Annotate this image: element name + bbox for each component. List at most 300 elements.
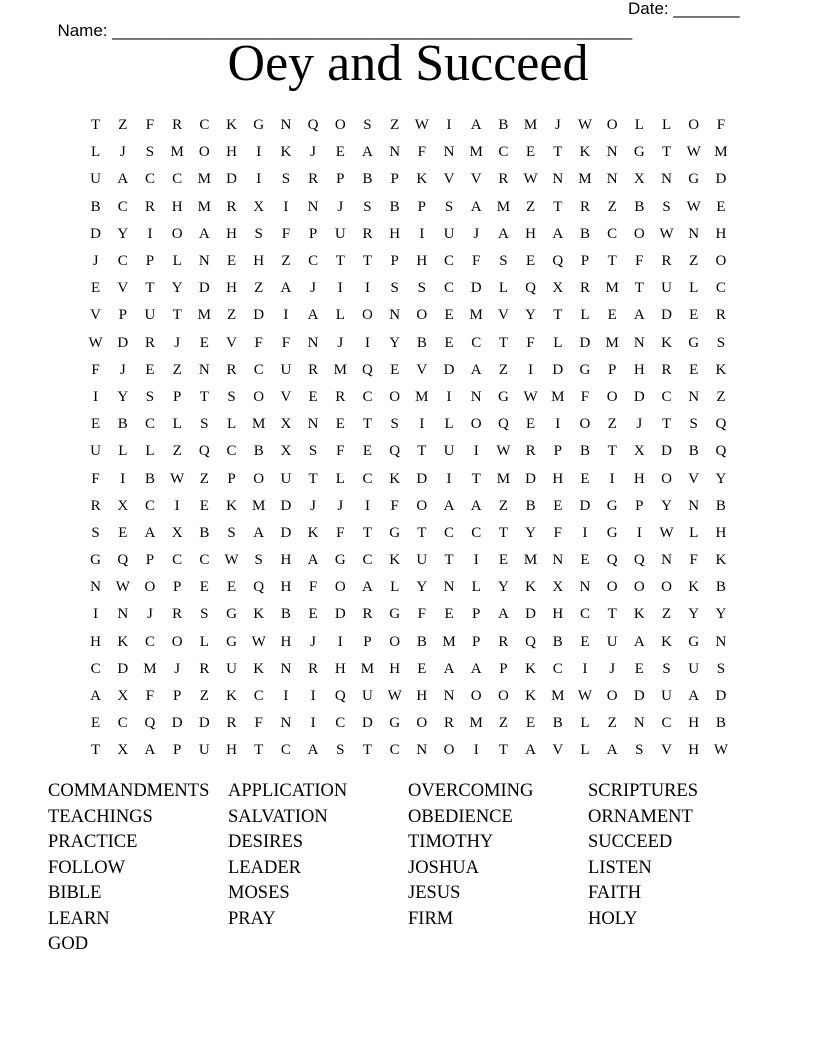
grid-letter: A <box>633 633 645 650</box>
grid-letter: P <box>472 606 481 623</box>
grid-letter: M <box>605 334 619 351</box>
grid-letter: N <box>606 144 618 161</box>
grid-letter: O <box>171 633 183 650</box>
grid-letter: V <box>661 742 672 759</box>
grid-letter: E <box>91 715 101 732</box>
grid-letter: I <box>310 715 316 732</box>
grid-letter: D <box>90 225 102 242</box>
grid-letter: O <box>606 117 618 134</box>
word-list-item: LEADER <box>228 857 301 878</box>
grid-letter: F <box>145 688 155 705</box>
grid-letter: F <box>390 497 399 514</box>
grid-letter: W <box>224 552 239 569</box>
grid-letter: L <box>199 633 209 650</box>
grid-letter: C <box>362 470 373 487</box>
grid-letter: O <box>633 225 645 242</box>
grid-letter: F <box>254 334 263 351</box>
grid-letter: A <box>307 742 319 759</box>
grid-letter: E <box>118 524 128 541</box>
grid-letter: D <box>171 715 183 732</box>
grid-letter: W <box>523 388 538 405</box>
grid-letter: C <box>471 524 482 541</box>
grid-letter: J <box>174 660 181 677</box>
grid-letter: H <box>280 579 292 596</box>
grid-letter: K <box>661 633 672 650</box>
grid-letter: P <box>390 253 399 270</box>
grid-letter: B <box>634 198 645 215</box>
grid-letter: U <box>198 742 210 759</box>
grid-letter: D <box>117 660 129 677</box>
grid-letter: C <box>715 280 726 297</box>
grid-letter: S <box>91 524 100 541</box>
grid-letter: O <box>443 742 455 759</box>
grid-letter: S <box>200 416 209 433</box>
grid-letter: R <box>144 198 155 215</box>
grid-letter: R <box>661 253 672 270</box>
grid-letter: W <box>88 334 103 351</box>
grid-letter: T <box>91 117 101 134</box>
word-list-item: FAITH <box>588 883 642 903</box>
grid-letter: Q <box>334 688 346 705</box>
grid-letter: K <box>633 606 645 623</box>
grid-letter: G <box>688 171 700 188</box>
grid-letter: O <box>497 688 509 705</box>
grid-letter: L <box>335 307 345 324</box>
grid-letter: Q <box>497 416 509 433</box>
grid-letter: C <box>498 144 509 161</box>
grid-letter: R <box>172 117 183 134</box>
grid-letter: M <box>197 198 212 215</box>
grid-letter: C <box>471 334 482 351</box>
grid-letter: D <box>416 470 428 487</box>
grid-letter: S <box>254 225 263 242</box>
grid-letter: Q <box>715 443 727 460</box>
word-list-item: SCRIPTURES <box>588 781 699 801</box>
grid-letter: X <box>633 171 645 188</box>
grid-letter: T <box>362 253 373 270</box>
grid-letter: Q <box>552 253 564 270</box>
grid-letter: W <box>686 144 701 161</box>
grid-letter: N <box>416 742 428 759</box>
grid-letter: E <box>689 307 699 324</box>
worksheet-header <box>48 0 748 40</box>
word-list-item: OBEDIENCE <box>408 806 513 827</box>
grid-letter: A <box>470 497 482 514</box>
grid-letter: A <box>497 225 509 242</box>
grid-letter: Z <box>661 606 672 623</box>
grid-letter: M <box>469 144 483 161</box>
grid-letter: E <box>91 416 101 433</box>
grid-letter: Y <box>117 225 129 242</box>
grid-letter: G <box>389 606 401 623</box>
word-list-item: HOLY <box>588 908 638 929</box>
grid-letter: R <box>308 660 319 677</box>
grid-letter: H <box>334 660 346 677</box>
grid-letter: V <box>416 361 428 378</box>
grid-letter: C <box>280 742 291 759</box>
grid-letter: A <box>117 171 129 188</box>
grid-letter: S <box>662 198 671 215</box>
grid-letter: L <box>689 280 699 297</box>
grid-letter: N <box>688 497 700 514</box>
grid-letter: A <box>144 524 156 541</box>
grid-letter: H <box>633 470 645 487</box>
grid-letter: H <box>226 225 237 242</box>
word-list-item: MOSES <box>228 883 290 903</box>
grid-letter: N <box>470 388 482 405</box>
grid-letter: K <box>280 144 292 161</box>
grid-letter: G <box>606 497 618 514</box>
grid-letter: F <box>145 117 155 134</box>
grid-letter: A <box>144 742 156 759</box>
grid-letter: J <box>337 198 344 215</box>
grid-letter: E <box>362 443 373 460</box>
grid-letter: R <box>335 388 346 405</box>
grid-letter: A <box>470 198 482 215</box>
grid-letter: T <box>254 742 264 759</box>
grid-letter: P <box>607 361 617 378</box>
grid-letter: N <box>661 552 672 569</box>
grid-letter: G <box>497 388 509 405</box>
grid-letter: U <box>226 660 237 677</box>
grid-letter: G <box>226 633 237 650</box>
grid-letter: E <box>199 497 209 514</box>
grid-letter: U <box>661 280 672 297</box>
grid-letter: Z <box>172 361 182 378</box>
grid-letter: O <box>470 688 482 705</box>
grid-letter: B <box>90 198 101 215</box>
grid-letter: I <box>473 552 479 569</box>
grid-letter: R <box>525 443 536 460</box>
letter-grid <box>82 112 735 765</box>
grid-letter: B <box>579 443 590 460</box>
grid-letter: J <box>337 497 344 514</box>
grid-letter: Q <box>606 552 618 569</box>
grid-letter: D <box>525 606 537 623</box>
grid-letter: O <box>253 388 265 405</box>
grid-letter: Y <box>715 470 727 487</box>
grid-letter: P <box>172 688 182 705</box>
grid-letter: I <box>93 606 99 623</box>
grid-letter: I <box>283 688 289 705</box>
grid-letter: N <box>90 579 102 596</box>
grid-letter: F <box>336 524 345 541</box>
grid-letter: U <box>443 225 455 242</box>
grid-letter: F <box>91 470 100 487</box>
grid-letter: D <box>715 171 727 188</box>
grid-letter: U <box>144 307 156 324</box>
grid-letter: H <box>226 280 237 297</box>
grid-letter: S <box>227 388 236 405</box>
grid-letter: P <box>472 633 481 650</box>
grid-letter: A <box>525 742 537 759</box>
grid-letter: T <box>607 253 617 270</box>
grid-letter: R <box>199 660 210 677</box>
grid-letter: S <box>363 198 372 215</box>
grid-letter: T <box>91 742 101 759</box>
grid-letter: I <box>446 470 452 487</box>
word-list-item: GOD <box>48 934 89 954</box>
grid-letter: X <box>552 579 564 596</box>
grid-letter: Z <box>390 117 400 134</box>
grid-letter: C <box>117 715 128 732</box>
grid-letter: K <box>226 688 237 705</box>
date-field: Date: _______ <box>628 0 740 18</box>
grid-letter: E <box>91 280 101 297</box>
grid-letter: X <box>280 443 292 460</box>
grid-letter: R <box>444 715 455 732</box>
grid-letter: I <box>364 497 370 514</box>
grid-letter: S <box>390 280 399 297</box>
grid-letter: M <box>714 144 728 161</box>
grid-letter: R <box>715 307 726 324</box>
grid-letter: I <box>609 470 615 487</box>
grid-letter: T <box>308 470 318 487</box>
grid-letter: H <box>226 742 237 759</box>
grid-letter: C <box>253 688 264 705</box>
grid-letter: A <box>470 117 482 134</box>
grid-letter: G <box>253 117 265 134</box>
grid-letter: V <box>117 280 129 297</box>
grid-letter: K <box>307 524 319 541</box>
grid-letter: R <box>90 497 101 514</box>
grid-letter: H <box>633 361 645 378</box>
grid-letter: A <box>198 225 210 242</box>
grid-letter: E <box>308 388 318 405</box>
grid-letter: E <box>526 416 536 433</box>
grid-letter: O <box>416 307 428 324</box>
word-list-item: DESIRES <box>228 832 304 852</box>
word-list-item: JESUS <box>408 883 461 903</box>
grid-letter: E <box>498 552 508 569</box>
word-list-item: OVERCOMING <box>408 781 534 801</box>
grid-letter: B <box>416 334 427 351</box>
grid-letter: H <box>416 253 428 270</box>
grid-letter: Z <box>498 361 508 378</box>
word-list <box>48 779 768 958</box>
grid-letter: T <box>607 443 617 460</box>
grid-letter: P <box>172 742 182 759</box>
grid-letter: N <box>198 361 210 378</box>
grid-letter: X <box>633 443 645 460</box>
grid-letter: W <box>659 225 674 242</box>
grid-letter: J <box>473 225 480 242</box>
grid-letter: N <box>307 198 319 215</box>
grid-letter: A <box>497 606 509 623</box>
grid-letter: A <box>443 660 455 677</box>
grid-letter: U <box>416 552 428 569</box>
grid-letter: O <box>416 497 428 514</box>
grid-letter: D <box>633 688 645 705</box>
grid-letter: U <box>90 443 102 460</box>
grid-letter: X <box>117 497 129 514</box>
grid-letter: K <box>525 579 537 596</box>
grid-letter: I <box>93 388 99 405</box>
grid-letter: M <box>197 307 212 324</box>
grid-letter: D <box>715 688 727 705</box>
grid-letter: T <box>498 524 508 541</box>
grid-letter: U <box>280 470 292 487</box>
grid-letter: W <box>686 198 701 215</box>
grid-letter: I <box>582 524 588 541</box>
word-list-item: FOLLOW <box>48 857 126 878</box>
grid-letter: R <box>661 361 672 378</box>
grid-letter: M <box>143 660 157 677</box>
grid-letter: I <box>419 225 425 242</box>
grid-letter: Z <box>199 470 209 487</box>
grid-letter: O <box>661 579 672 596</box>
grid-letter: L <box>689 524 699 541</box>
grid-letter: L <box>172 416 182 433</box>
grid-letter: Q <box>117 552 129 569</box>
grid-letter: L <box>553 334 563 351</box>
grid-letter: N <box>552 171 564 188</box>
grid-letter: I <box>310 688 316 705</box>
grid-letter: G <box>389 524 401 541</box>
grid-letter: P <box>308 225 318 242</box>
grid-letter: O <box>389 633 401 650</box>
grid-letter: K <box>253 606 265 623</box>
grid-letter: A <box>688 688 700 705</box>
grid-letter: N <box>633 334 645 351</box>
grid-letter: B <box>199 524 210 541</box>
grid-letter: Z <box>118 117 128 134</box>
word-list-item: LISTEN <box>588 857 652 878</box>
word-list-item: TIMOTHY <box>408 832 494 852</box>
grid-letter: A <box>90 688 102 705</box>
grid-letter: M <box>551 388 565 405</box>
grid-letter: K <box>226 497 237 514</box>
grid-letter: Q <box>253 579 265 596</box>
grid-letter: A <box>253 524 265 541</box>
word-list-item: LEARN <box>48 908 110 929</box>
grid-letter: A <box>307 307 319 324</box>
word-list-item: ORNAMENT <box>588 806 693 827</box>
grid-letter: Y <box>389 334 401 351</box>
grid-letter: Z <box>199 688 209 705</box>
grid-letter: D <box>226 171 237 188</box>
grid-letter: C <box>117 253 128 270</box>
page-title: Oey and Succeed <box>227 35 589 92</box>
grid-letter: T <box>498 334 508 351</box>
grid-letter: O <box>633 579 645 596</box>
grid-letter: P <box>227 470 236 487</box>
grid-letter: M <box>252 416 266 433</box>
grid-letter: N <box>688 388 700 405</box>
grid-letter: B <box>552 633 563 650</box>
grid-letter: S <box>635 742 644 759</box>
grid-letter: N <box>307 416 319 433</box>
grid-letter: L <box>172 253 182 270</box>
grid-letter: K <box>389 470 401 487</box>
grid-letter: M <box>578 171 592 188</box>
grid-letter: A <box>362 579 373 596</box>
grid-letter: T <box>634 280 644 297</box>
grid-letter: L <box>580 715 590 732</box>
grid-letter: I <box>256 171 262 188</box>
grid-letter: X <box>552 280 564 297</box>
grid-letter: S <box>254 552 263 569</box>
grid-letter: B <box>280 606 291 623</box>
grid-letter: R <box>308 361 319 378</box>
grid-letter: U <box>688 660 700 677</box>
grid-letter: E <box>689 361 699 378</box>
grid-letter: O <box>334 117 346 134</box>
grid-letter: T <box>417 524 427 541</box>
grid-letter: L <box>471 579 481 596</box>
grid-letter: F <box>472 253 481 270</box>
grid-letter: T <box>553 307 563 324</box>
grid-letter: U <box>334 225 346 242</box>
word-list-item: COMMANDMENTS <box>48 781 210 801</box>
grid-letter: L <box>634 117 644 134</box>
grid-letter: L <box>91 144 101 161</box>
grid-letter: Q <box>715 416 727 433</box>
grid-letter: H <box>688 742 700 759</box>
grid-letter: Z <box>172 443 182 460</box>
grid-letter: U <box>280 361 292 378</box>
grid-letter: N <box>307 334 319 351</box>
grid-letter: Q <box>525 633 537 650</box>
word-list-item: PRACTICE <box>48 832 138 852</box>
grid-letter: T <box>471 470 481 487</box>
grid-letter: L <box>498 280 508 297</box>
grid-letter: D <box>633 388 645 405</box>
grid-letter: Q <box>198 443 210 460</box>
grid-letter: D <box>253 307 265 324</box>
grid-letter: C <box>444 253 455 270</box>
grid-letter: T <box>607 606 617 623</box>
grid-letter: P <box>390 171 399 188</box>
grid-letter: F <box>91 361 100 378</box>
grid-letter: C <box>308 253 319 270</box>
grid-letter: D <box>443 361 455 378</box>
word-list-item: JOSHUA <box>408 857 479 878</box>
grid-letter: I <box>446 117 452 134</box>
grid-letter: V <box>470 171 482 188</box>
grid-letter: L <box>580 307 590 324</box>
grid-letter: Z <box>226 307 237 324</box>
grid-letter: N <box>443 688 455 705</box>
grid-letter: K <box>416 171 428 188</box>
grid-letter: I <box>582 660 588 677</box>
grid-letter: W <box>414 117 429 134</box>
grid-letter: J <box>609 660 616 677</box>
grid-letter: R <box>498 171 509 188</box>
grid-letter: S <box>417 280 427 297</box>
word-list-item: TEACHINGS <box>48 806 153 827</box>
grid-letter: D <box>334 606 346 623</box>
grid-letter: T <box>172 307 182 324</box>
grid-letter: W <box>251 633 266 650</box>
grid-letter: Z <box>281 253 291 270</box>
grid-letter: L <box>661 117 672 134</box>
grid-letter: N <box>443 144 455 161</box>
grid-letter: O <box>606 388 618 405</box>
grid-letter: G <box>389 715 401 732</box>
grid-letter: C <box>199 552 210 569</box>
grid-letter: U <box>443 443 455 460</box>
word-list-item: SUCCEED <box>588 832 673 852</box>
grid-letter: Q <box>307 117 319 134</box>
grid-letter: W <box>387 688 402 705</box>
grid-letter: D <box>470 280 482 297</box>
grid-letter: C <box>389 742 400 759</box>
grid-letter: H <box>389 660 401 677</box>
grid-letter: P <box>145 552 155 569</box>
grid-letter: N <box>280 715 292 732</box>
grid-letter: G <box>90 552 102 569</box>
